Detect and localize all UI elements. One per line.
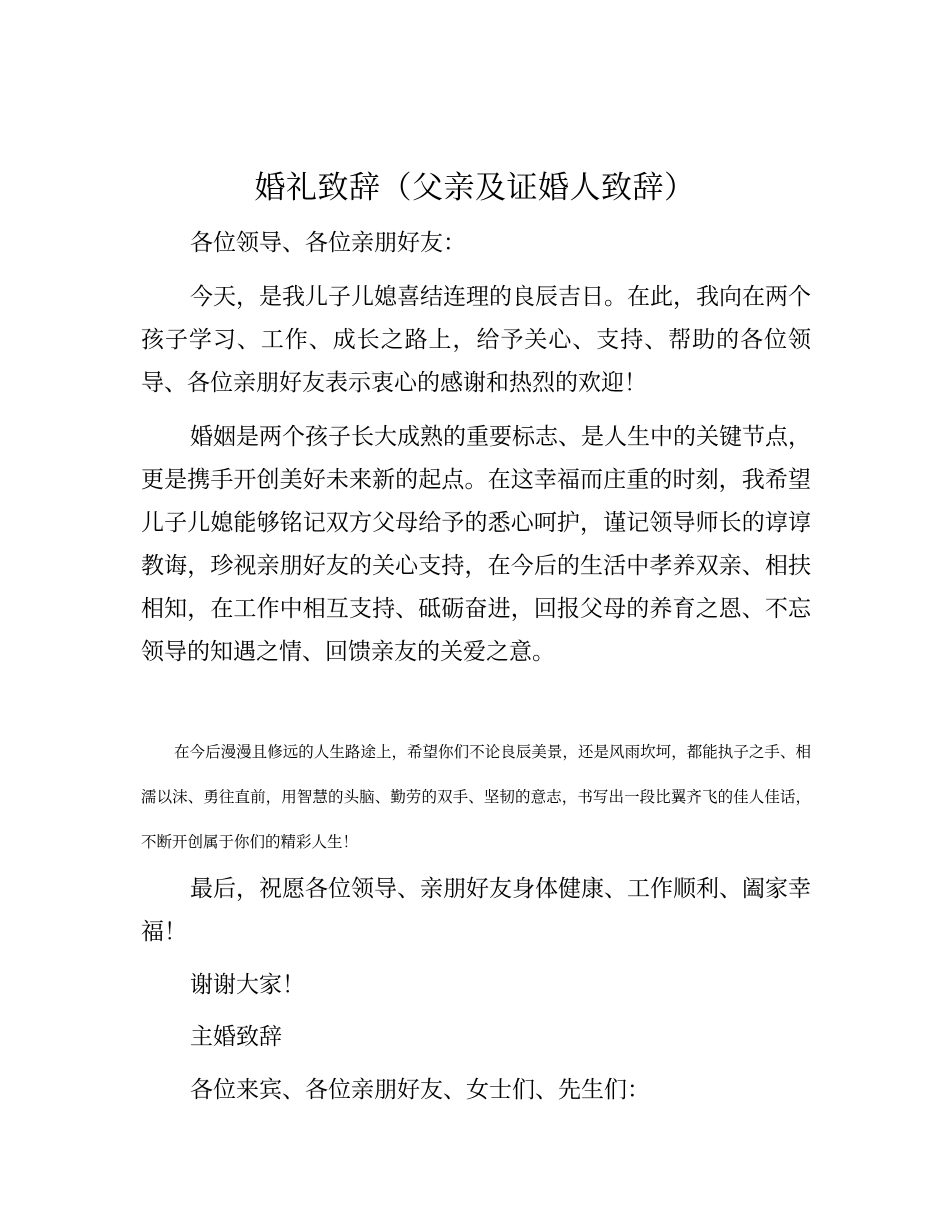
wishes-paragraph: 在今后漫漫且修远的人生路途上，希望你们不论良辰美景，还是风雨坎坷，都能执子之手、相濡以沫、勇往直前，用智慧的头脑、勤劳的双手、坚韧的意志，书写出一段比翼齐飞的佳人佳话，不断开创属于你们的精彩人生！ — [141, 743, 811, 851]
thank-you-line: 谢谢大家！ — [190, 972, 305, 998]
section-heading-host-speech: 主婚致辞 — [190, 1024, 282, 1050]
document-title: 婚礼致辞（父亲及证婚人致辞） — [254, 170, 696, 206]
host-greeting-paragraph: 各位来宾、各位亲朋好友、女士们、先生们： — [190, 1077, 650, 1103]
thanks-paragraph: 今天，是我儿子儿媳喜结连理的良辰吉日。在此，我向在两个孩子学习、工作、成长之路上，给予关心、支持、帮助的各位领导、各位亲朋好友表示衷心的感谢和热烈的欢迎！ — [141, 284, 811, 396]
greeting-paragraph: 各位领导、各位亲朋好友： — [190, 230, 466, 256]
marriage-paragraph: 婚姻是两个孩子长大成熟的重要标志、是人生中的关键节点，更是携手开创美好未来新的起点。在这幸福而庄重的时刻，我希望儿子儿媳能够铭记双方父母给予的悉心呵护，谨记领导师长的谆谆教诲，珍视亲朋好友的关心支持，在今后的生活中孝养双亲、相扶相知，在工作中相互支持、砥砺奋进，回报父母的养育之恩、不忘领导的知遇之情、回馈亲友的关爱之意。 — [141, 424, 811, 665]
blessing-paragraph: 最后，祝愿各位领导、亲朋好友身体健康、工作顺利、阖家幸福！ — [141, 876, 811, 945]
